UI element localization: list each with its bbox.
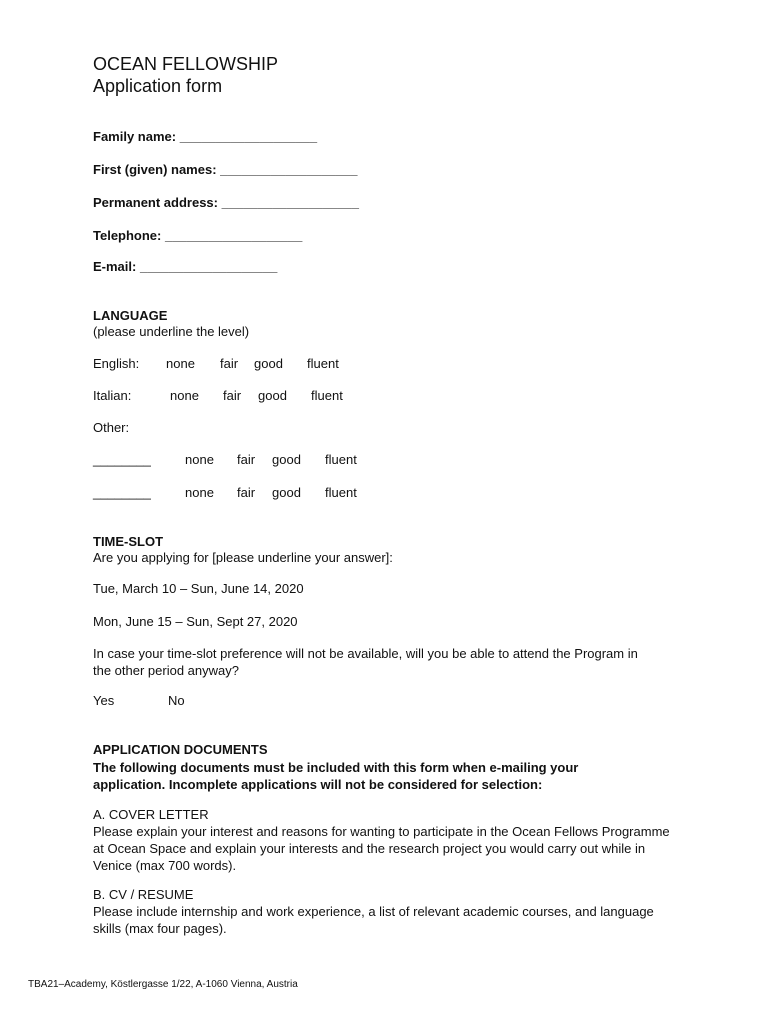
other-language-blank: ________ <box>93 485 151 500</box>
telephone-field <box>93 228 302 243</box>
footer-address: TBA21–Academy, Köstlergasse 1/22, A-1060 Vienna, Austria <box>28 979 298 990</box>
other2-fair: fair <box>237 485 256 500</box>
timeslot-option-1: Tue, March 10 – Sun, June 14, 2020 <box>93 581 304 596</box>
language-instruction: (please underline the level) <box>93 324 250 339</box>
other1-none: none <box>185 452 214 467</box>
email-field <box>93 259 277 274</box>
email-label: E-mail: <box>93 259 137 274</box>
other2-none: none <box>185 485 214 500</box>
other1-fair: fair <box>237 452 256 467</box>
documents-note: The following documents must be included with this form when e-mailing your application. Incomplete applications will not be considered for selection: <box>93 760 579 792</box>
email-blank: ___________________ <box>139 259 278 274</box>
given-names-label: First (given) names: <box>93 162 217 177</box>
italian-good: good <box>258 388 287 403</box>
cover-letter-heading: A. COVER LETTER <box>93 807 209 822</box>
address-label: Permanent address: <box>93 195 218 210</box>
english-label: English: <box>93 356 140 371</box>
language-heading: LANGUAGE <box>93 308 168 323</box>
given-names-blank: ___________________ <box>220 162 358 177</box>
other1-fluent: fluent <box>325 452 357 467</box>
telephone-label: Telephone: <box>93 228 162 243</box>
other2-good: good <box>272 485 301 500</box>
cv-text: Please include internship and work experience, a list of relevant academic courses, and language skills (max four pages). <box>93 904 654 936</box>
english-none: none <box>166 356 195 371</box>
timeslot-question: Are you applying for [please underline your answer]: <box>93 550 393 565</box>
other-language-label: Other: <box>93 420 130 435</box>
timeslot-followup: In case your time-slot preference will not be available, will you be able to attend the Program in the other period anyway? <box>93 646 638 678</box>
documents-heading: APPLICATION DOCUMENTS <box>93 742 268 757</box>
timeslot-heading: TIME-SLOT <box>93 534 164 549</box>
form-subtitle: Application form <box>93 76 223 96</box>
other2-fluent: fluent <box>325 485 357 500</box>
form-title: OCEAN FELLOWSHIP <box>93 54 279 74</box>
address-field <box>93 195 359 210</box>
cv-heading: B. CV / RESUME <box>93 887 194 902</box>
telephone-blank: ___________________ <box>165 228 303 243</box>
italian-fair: fair <box>223 388 242 403</box>
given-names-field <box>93 162 358 177</box>
answer-no: No <box>168 693 185 708</box>
english-fair: fair <box>220 356 239 371</box>
italian-fluent: fluent <box>311 388 343 403</box>
family-name-blank: ___________________ <box>179 129 318 144</box>
italian-label: Italian: <box>93 388 132 403</box>
family-name-field <box>93 129 317 144</box>
english-good: good <box>254 356 283 371</box>
other-language-blank: ________ <box>93 452 151 467</box>
answer-yes: Yes <box>93 693 115 708</box>
other1-good: good <box>272 452 301 467</box>
address-blank: ___________________ <box>221 195 359 210</box>
italian-none: none <box>170 388 199 403</box>
timeslot-option-2: Mon, June 15 – Sun, Sept 27, 2020 <box>93 614 298 629</box>
cover-letter-text: Please explain your interest and reasons for wanting to participate in the Ocean Fellows Programme at Ocean Space and explain your interests and the research project you would carry out while in Venice (max 700 words). <box>93 824 670 873</box>
family-name-label: Family name: <box>93 129 177 144</box>
english-fluent: fluent <box>307 356 339 371</box>
